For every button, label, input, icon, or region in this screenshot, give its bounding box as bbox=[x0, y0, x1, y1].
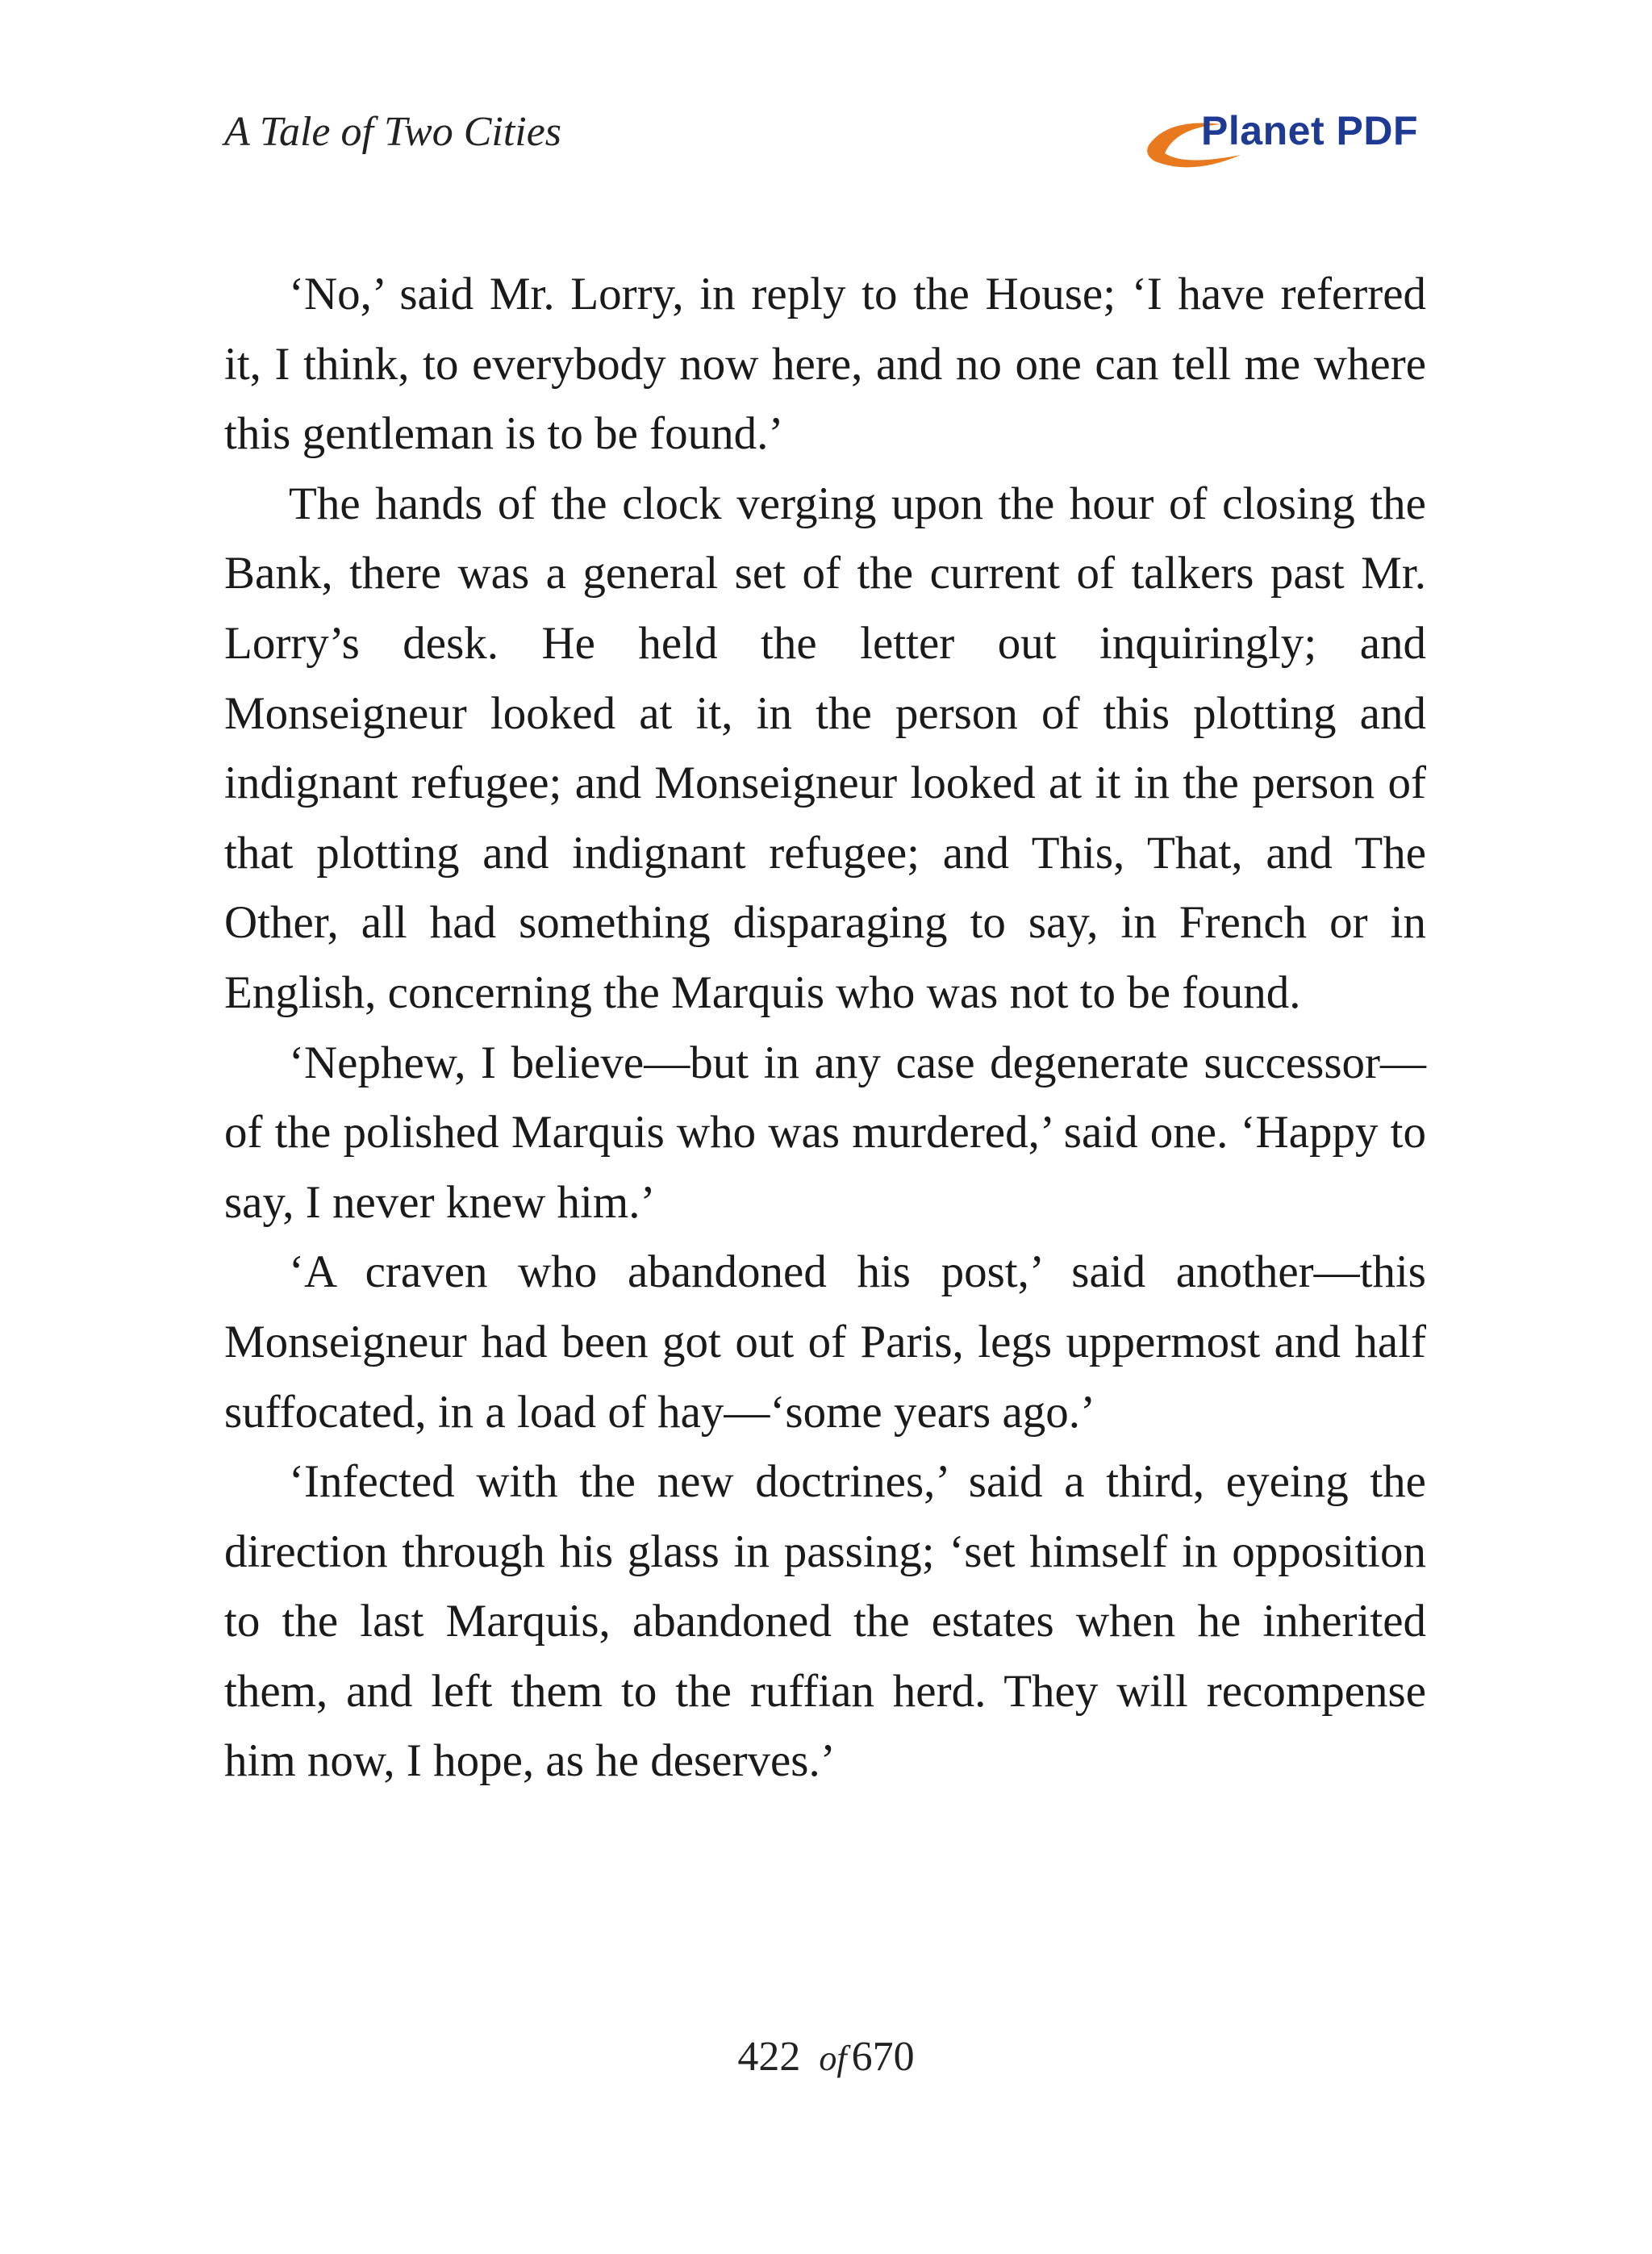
paragraph: ‘A craven who abandoned his post,’ said another—this Monseigneur had been got out of Paris, legs uppermost and half suffocated, in a load of hay—‘some years ago.’ bbox=[224, 1246, 1426, 1438]
total-pages-number: 670 bbox=[851, 2034, 915, 2080]
page-footer bbox=[0, 2033, 1652, 2083]
planet-pdf-logo bbox=[1144, 103, 1418, 168]
body-text bbox=[224, 260, 1426, 1797]
logo-text: Planet PDF bbox=[1201, 108, 1418, 153]
page-header bbox=[224, 103, 1426, 176]
current-page-number: 422 bbox=[737, 2034, 801, 2080]
paragraph: ‘No,’ said Mr. Lorry, in reply to the House; ‘I have referred it, I think, to everybody now here, and no one can tell me where this gentleman is to be found.’ bbox=[224, 269, 1426, 460]
paragraph: The hands of the clock verging upon the hour of closing the Bank, there was a general set of the current of talkers past Mr. Lorry’s desk. He held the letter out inquiringly; and Monseigneur looked at it, in the person of this plotting and indignant refugee; and Monseigneur looked at it in the person of that plotting and indignant refugee; and This, That, and The Other, all had something disparaging to say, in French or in English, concerning the Marquis who was not to be found. bbox=[224, 478, 1426, 1018]
page-of-label: of bbox=[819, 2039, 847, 2078]
paragraph: ‘Nephew, I believe—but in any case degenerate successor—of the polished Marquis who was murdered,’ said one. ‘Happy to say, I never knew him.’ bbox=[224, 1037, 1426, 1228]
book-title: A Tale of Two Cities bbox=[224, 109, 562, 155]
paragraph: ‘Infected with the new doctrines,’ said a third, eyeing the direction through his glass in passing; ‘set himself in opposition to the last Marquis, abandoned the estates when he inherited them, and left them to the ruffian herd. They will recompense him now, I hope, as he deserves.’ bbox=[224, 1456, 1426, 1787]
